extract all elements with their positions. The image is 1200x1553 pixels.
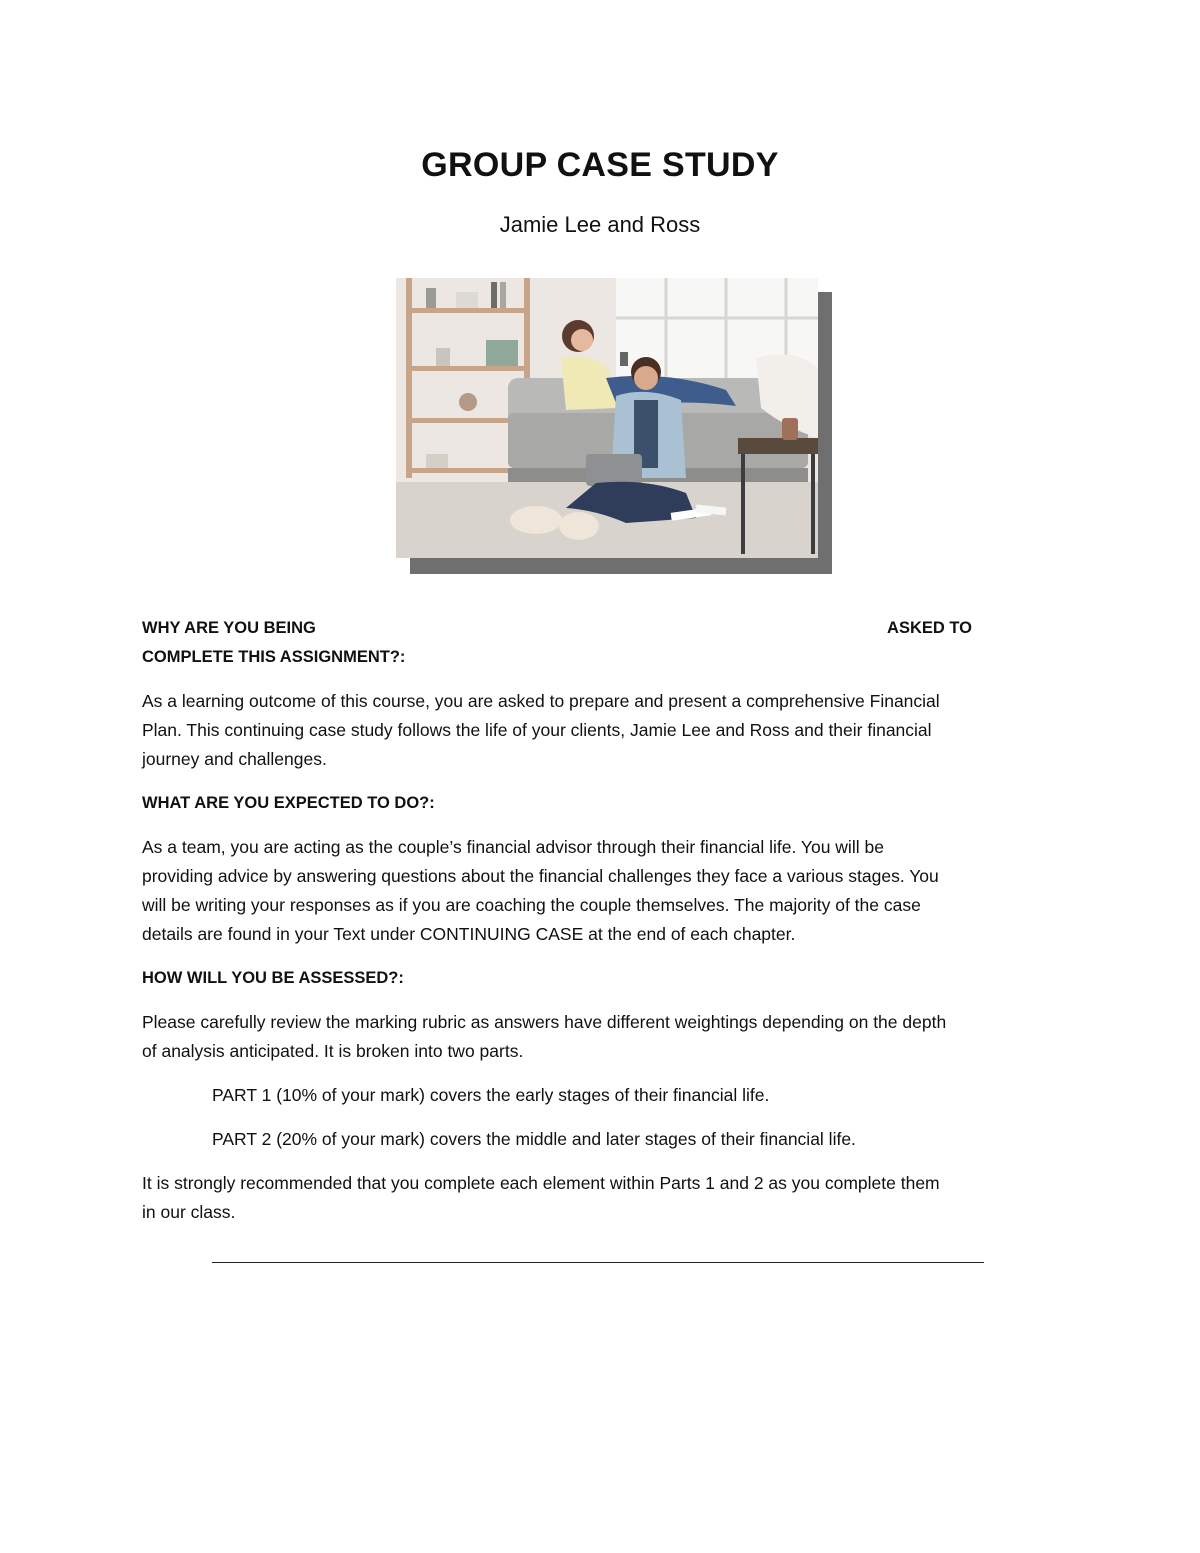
how-heading: HOW WILL YOU BE ASSESSED?: bbox=[142, 969, 404, 987]
why-body-line1: As a learning outcome of this course, you are asked to prepare and present a comprehensive Financial bbox=[142, 691, 940, 711]
what-body-line4: details are found in your Text under CONTINUING CASE at the end of each chapter. bbox=[142, 924, 796, 944]
what-body-line3: will be writing your responses as if you are coaching the couple themselves. The majority of the case bbox=[142, 895, 921, 915]
why-heading-right: ASKED TO bbox=[887, 619, 972, 637]
what-body-line1: As a team, you are acting as the couple’s financial advisor through their financial life. You will be bbox=[142, 837, 884, 857]
what-body-line2: providing advice by answering questions about the financial challenges they face a various stages. You bbox=[142, 866, 939, 886]
how-body-line2: of analysis anticipated. It is broken into two parts. bbox=[142, 1041, 524, 1061]
how-body-line1: Please carefully review the marking rubric as answers have different weightings depending on the depth bbox=[142, 1012, 947, 1032]
closing-line2: in our class. bbox=[142, 1202, 236, 1222]
couple-photo-image bbox=[396, 278, 818, 558]
why-body-line3: journey and challenges. bbox=[142, 749, 327, 769]
horizontal-divider bbox=[212, 1262, 984, 1263]
why-heading-left: WHY ARE YOU BEING bbox=[142, 619, 316, 637]
couple-illustration bbox=[396, 278, 818, 558]
what-heading: WHAT ARE YOU EXPECTED TO DO?: bbox=[142, 794, 435, 812]
why-body-line2: Plan. This continuing case study follows the life of your clients, Jamie Lee and Ross and their financial bbox=[142, 720, 932, 740]
why-heading bbox=[142, 614, 972, 643]
assignment-content bbox=[142, 614, 1062, 1227]
closing-line1: It is strongly recommended that you complete each element within Parts 1 and 2 as you complete them bbox=[142, 1173, 940, 1193]
cover-photo bbox=[396, 278, 834, 576]
page-subtitle: Jamie Lee and Ross bbox=[499, 212, 701, 237]
why-heading-line2: COMPLETE THIS ASSIGNMENT?: bbox=[142, 648, 406, 666]
part1-text: PART 1 (10% of your mark) covers the early stages of their financial life. bbox=[212, 1085, 770, 1105]
part2-text: PART 2 (20% of your mark) covers the middle and later stages of their financial life. bbox=[212, 1129, 856, 1149]
page-title: GROUP CASE STUDY bbox=[421, 146, 779, 184]
